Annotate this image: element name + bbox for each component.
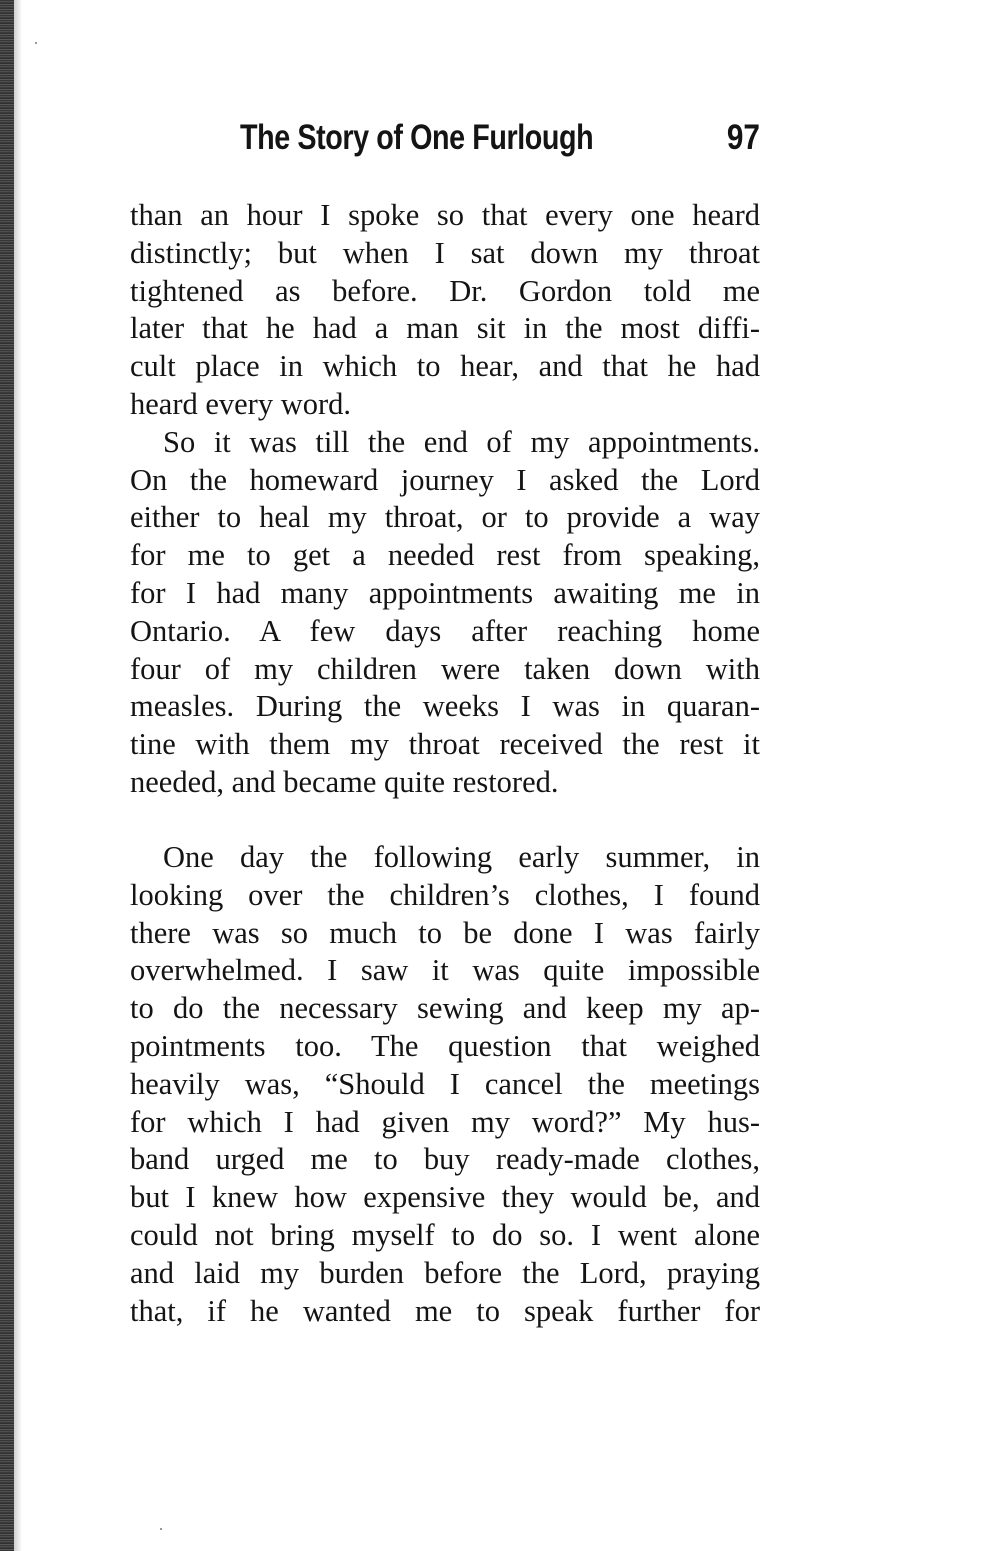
text-line: for me to get a needed rest from speaking, xyxy=(130,538,760,573)
paragraph-3 xyxy=(130,839,760,1330)
text-line: distinctly; but when I sat down my throat xyxy=(130,235,760,270)
text-line: four of my children were taken down with xyxy=(130,651,760,686)
text-line: for which I had given my word?” My hus- xyxy=(130,1104,760,1139)
book-binding-edge xyxy=(0,0,14,1551)
text-line: heavily was, “Should I cancel the meetings xyxy=(130,1066,760,1101)
text-line: but I knew how expensive they would be, and xyxy=(130,1180,760,1215)
text-line: there was so much to be done I was fairly xyxy=(130,915,760,950)
text-line: One day the following early summer, in xyxy=(163,840,760,874)
page-number: 97 xyxy=(726,118,760,157)
running-head xyxy=(240,118,760,168)
text-line: pointments too. The question that weighed xyxy=(130,1028,760,1063)
running-title: The Story of One Furlough xyxy=(240,118,594,157)
text-line: measles. During the weeks I was in quaran- xyxy=(130,689,760,724)
text-line: and laid my burden before the Lord, praying xyxy=(130,1255,760,1290)
text-line: band urged me to buy ready-made clothes, xyxy=(130,1142,760,1177)
text-line: tine with them my throat received the rest it xyxy=(130,727,760,762)
text-block-upper xyxy=(130,197,760,802)
text-block-lower xyxy=(130,839,760,1330)
text-line: for I had many appointments awaiting me in xyxy=(130,575,760,610)
text-line: either to heal my throat, or to provide a way xyxy=(130,500,760,535)
paragraph-1 xyxy=(130,197,760,424)
paragraph-2 xyxy=(130,424,760,802)
text-line: On the homeward journey I asked the Lord xyxy=(130,462,760,497)
text-line: Ontario. A few days after reaching home xyxy=(130,613,760,648)
paper-speck xyxy=(35,42,37,44)
text-line: heard every word. xyxy=(130,386,352,421)
text-line: cult place in which to hear, and that he had xyxy=(130,349,760,384)
text-line: that, if he wanted me to speak further for xyxy=(130,1293,760,1328)
text-line: So it was till the end of my appointments. xyxy=(163,424,760,459)
text-line: overwhelmed. I saw it was quite impossible xyxy=(130,953,760,988)
paper-speck xyxy=(160,1528,162,1530)
text-line: could not bring myself to do so. I went alone xyxy=(130,1217,760,1252)
text-line: than an hour I spoke so that every one heard xyxy=(130,198,760,232)
text-line: later that he had a man sit in the most diffi- xyxy=(130,311,760,346)
text-line: looking over the children’s clothes, I found xyxy=(130,877,760,912)
text-line: to do the necessary sewing and keep my ap- xyxy=(130,991,760,1026)
text-line: needed, and became quite restored. xyxy=(130,764,559,799)
text-line: tightened as before. Dr. Gordon told me xyxy=(130,273,760,308)
